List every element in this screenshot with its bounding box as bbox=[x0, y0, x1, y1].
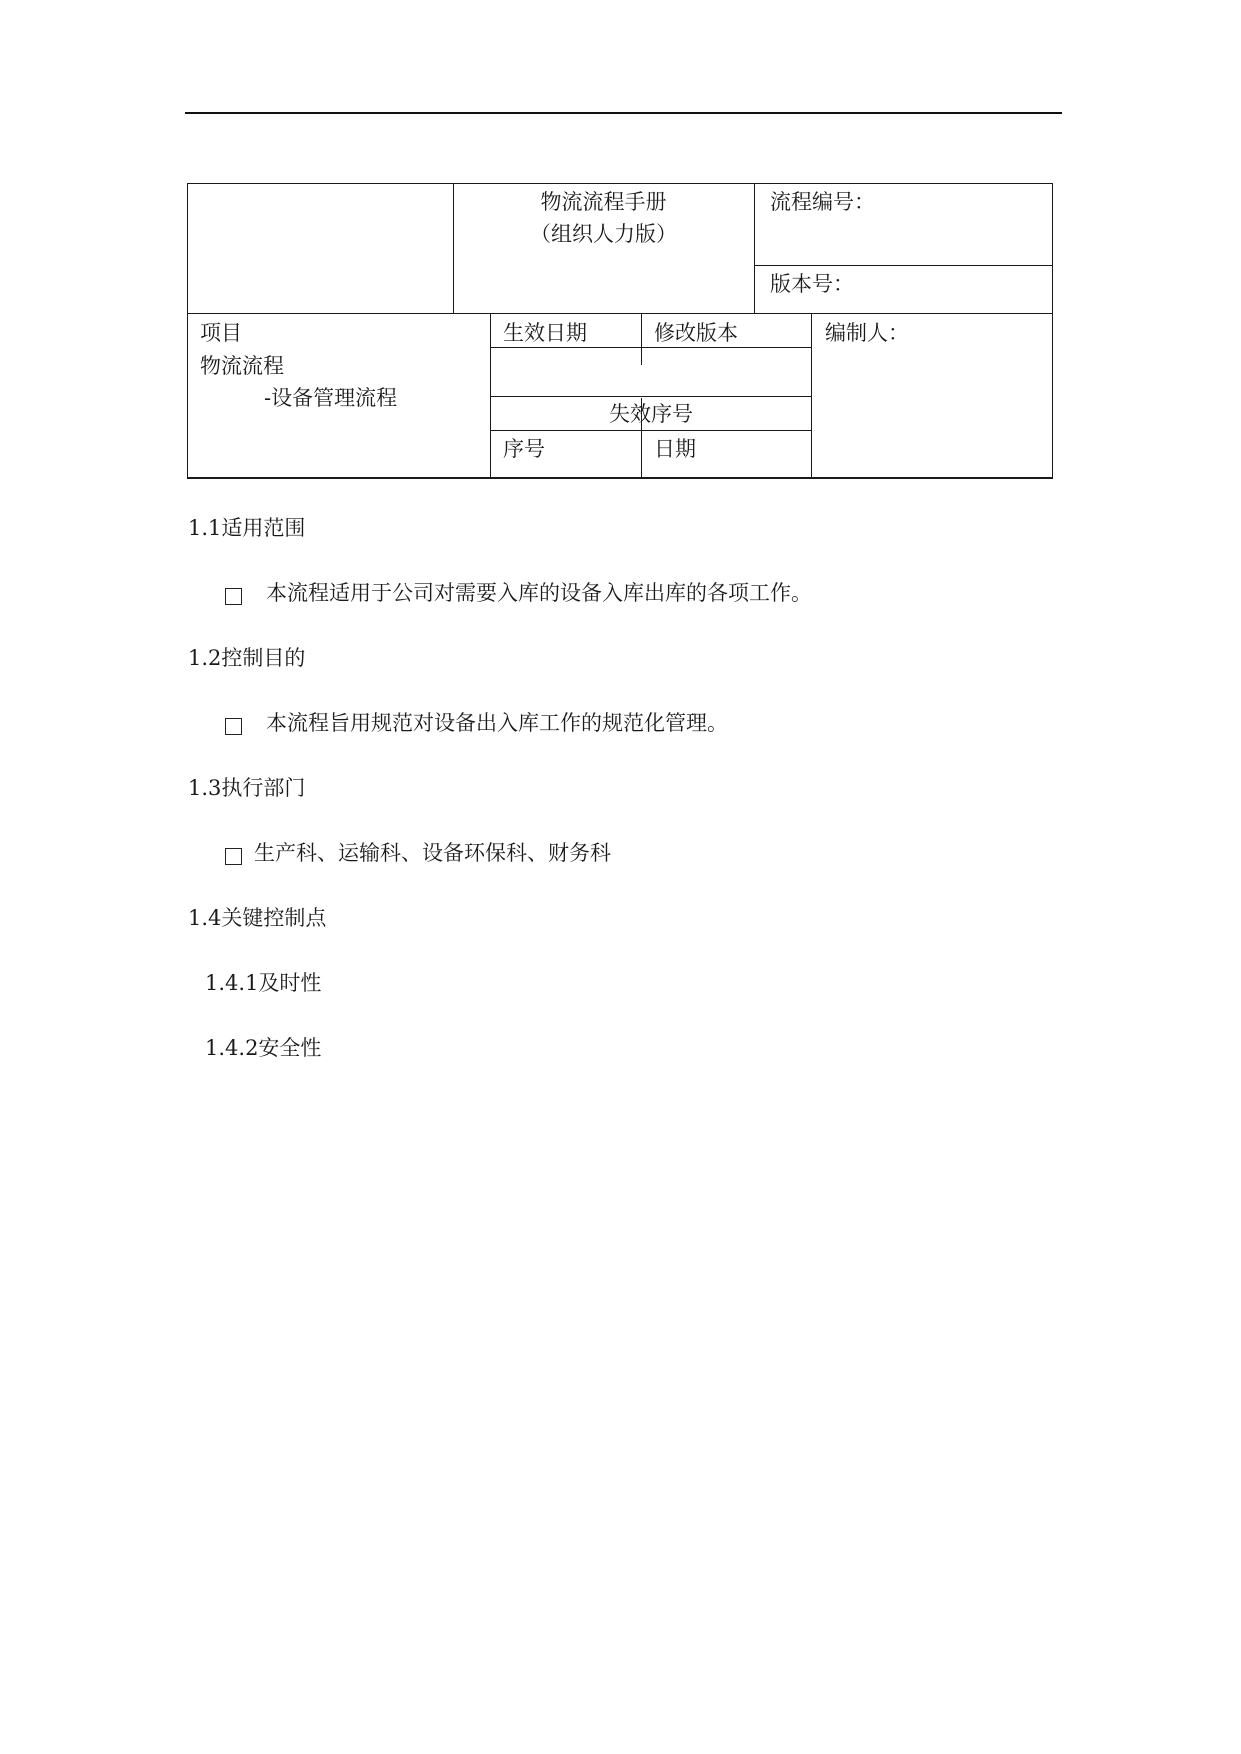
expiry-seq-label: 失效序号 bbox=[609, 402, 693, 426]
dept-heading: 1.3执行部门 bbox=[188, 776, 306, 800]
process-number-label: 流程编号： bbox=[770, 190, 875, 214]
key-point-timeliness: 1.4.1及时性 bbox=[205, 971, 322, 995]
manual-edition: （组织人力版） bbox=[530, 222, 677, 246]
manual-title: 物流流程手册 bbox=[540, 190, 667, 214]
date-label: 日期 bbox=[654, 437, 696, 461]
effective-date-label: 生效日期 bbox=[503, 321, 587, 345]
checkbox-icon bbox=[225, 588, 242, 605]
scope-text: 本流程适用于公司对需要入库的设备入库出库的各项工作。 bbox=[266, 581, 812, 605]
version-label: 版本号： bbox=[770, 272, 854, 296]
purpose-heading: 1.2控制目的 bbox=[188, 646, 306, 670]
revision-version-label: 修改版本 bbox=[654, 321, 738, 345]
key-points-heading: 1.4关键控制点 bbox=[188, 906, 327, 930]
header-rule bbox=[185, 112, 1062, 114]
project-name: 物流流程 bbox=[200, 354, 284, 378]
checkbox-icon bbox=[225, 848, 242, 865]
project-subname: -设备管理流程 bbox=[264, 386, 398, 410]
editor-label: 编制人： bbox=[825, 321, 909, 345]
project-label: 项目 bbox=[200, 321, 242, 345]
checkbox-icon bbox=[225, 718, 242, 735]
header-table bbox=[187, 183, 1053, 478]
key-point-safety: 1.4.2安全性 bbox=[205, 1036, 322, 1060]
scope-heading: 1.1适用范围 bbox=[188, 516, 306, 540]
purpose-text: 本流程旨用规范对设备出入库工作的规范化管理。 bbox=[266, 711, 728, 735]
dept-text: 生产科、运输科、设备环保科、财务科 bbox=[254, 841, 611, 865]
seq-label: 序号 bbox=[503, 437, 545, 461]
